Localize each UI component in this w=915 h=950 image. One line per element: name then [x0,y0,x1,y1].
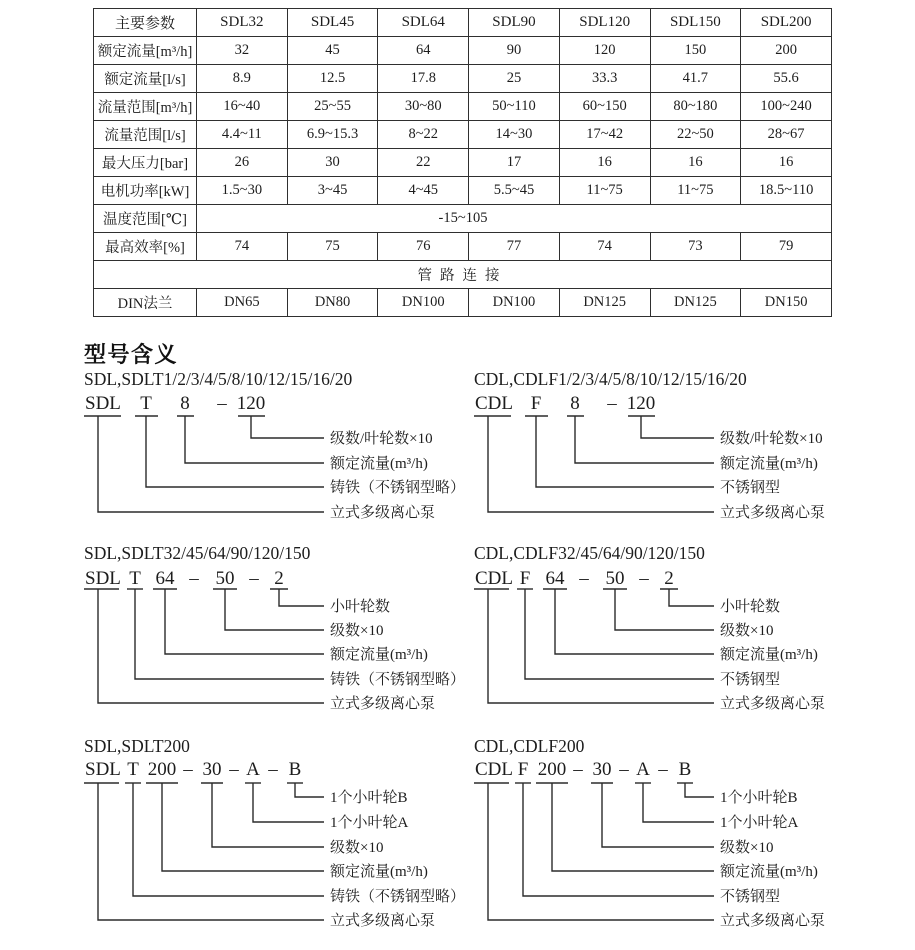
diagram-label: 不锈钢型 [720,889,781,905]
diagram-label: 额定流量(m³/h) [720,456,818,472]
code-token: SDL [85,760,121,780]
code-dash: – [268,760,278,780]
row-label: 最大压力[bar] [94,149,197,177]
diagram-label: 小叶轮数 [330,599,391,615]
code-token: CDL [475,393,513,414]
code-token: 50 [215,568,235,589]
row-label: DIN法兰 [94,289,197,317]
spec-cell: 30 [287,149,378,177]
code-dash: – [658,760,668,780]
model-diagram-cdl-mid [474,543,869,717]
row-label: 流量范围[l/s] [94,121,197,149]
connector-lines [488,783,714,920]
code-dash: – [573,760,583,780]
model-header-cell: SDL90 [469,9,560,37]
diagram-label: 额定流量(m³/h) [330,456,428,472]
spec-cell: DN150 [741,289,832,317]
code-token: 50 [605,568,625,589]
diagram-label: 额定流量(m³/h) [330,647,428,663]
spec-cell: 12.5 [287,65,378,93]
spec-cell: 50~110 [469,93,560,121]
spec-cell: 22 [378,149,469,177]
code-dash: – [189,568,199,589]
spec-cell: 45 [287,37,378,65]
diagram-label: 铸铁（不锈钢型略） [330,480,466,496]
table-row [94,261,832,289]
table-row [94,149,832,177]
connector-lines [488,589,714,703]
code-tokens [475,393,655,414]
model-code-diagram [474,567,864,717]
spec-cell: 5.5~45 [469,177,560,205]
model-diagram-sdl-mid [84,543,479,717]
code-dash: – [619,760,629,780]
code-token: 8 [180,393,190,414]
spec-cell: 22~50 [650,121,741,149]
code-token: A [246,760,260,780]
spec-cell: 16~40 [197,93,288,121]
spec-cell: DN125 [650,289,741,317]
spec-cell: 16 [741,149,832,177]
spec-cell: 41.7 [650,65,741,93]
model-header-cell: SDL150 [650,9,741,37]
spec-cell: 76 [378,233,469,261]
code-token: 120 [626,393,656,414]
code-dash: – [579,568,589,589]
table-row [94,37,832,65]
code-token: 8 [570,393,580,414]
model-diagram-sdl-small [84,369,479,525]
spec-cell: 55.6 [741,65,832,93]
spec-cell: DN100 [378,289,469,317]
spec-cell: 18.5~110 [741,177,832,205]
spec-cell: 8.9 [197,65,288,93]
spec-cell: 4.4~11 [197,121,288,149]
spec-cell: 16 [559,149,650,177]
code-tokens [85,760,301,780]
code-token: 30 [592,760,612,780]
diagram-subtitle: SDL,SDLT1/2/3/4/5/8/10/12/15/16/20 [84,369,353,389]
code-token: SDL [85,393,121,414]
row-label: 温度范围[℃] [94,205,197,233]
diagram-label: 立式多级离心泵 [330,913,436,929]
model-header-cell: SDL120 [559,9,650,37]
code-dash: – [249,568,259,589]
model-header-cell: SDL45 [287,9,378,37]
table-row [94,177,832,205]
diagram-label: 额定流量(m³/h) [720,647,818,663]
diagram-label: 小叶轮数 [720,599,781,615]
code-dash: – [639,568,649,589]
code-token: 64 [155,568,175,589]
spec-cell: 25 [469,65,560,93]
spec-cell: DN80 [287,289,378,317]
diagram-labels [720,789,825,929]
row-label: 流量范围[m³/h] [94,93,197,121]
code-token: 120 [236,393,266,414]
spec-cell: 17~42 [559,121,650,149]
diagram-label: 1个小叶轮B [720,790,798,806]
table-row [94,205,832,233]
diagram-label: 额定流量(m³/h) [720,864,818,880]
spec-cell: 6.9~15.3 [287,121,378,149]
spec-cell: 79 [741,233,832,261]
spec-cell: 64 [378,37,469,65]
diagram-label: 级数×10 [720,623,774,639]
table-row [94,93,832,121]
code-token: F [519,568,531,589]
model-code-diagram [84,567,474,717]
spec-cell: 90 [469,37,560,65]
table-row [94,65,832,93]
spec-cell: 80~180 [650,93,741,121]
diagram-label: 铸铁（不锈钢型略） [330,889,466,905]
connector-lines [98,589,324,703]
model-diagram-cdl-small [474,369,869,525]
diagram-subtitle: SDL,SDLT32/45/64/90/120/150 [84,543,311,563]
spec-cell: 60~150 [559,93,650,121]
spec-cell: 14~30 [469,121,560,149]
diagram-subtitle: CDL,CDLF1/2/3/4/5/8/10/12/15/16/20 [474,369,747,389]
spec-cell: 100~240 [741,93,832,121]
diagram-labels [330,789,465,929]
row-label: 额定流量[m³/h] [94,37,197,65]
code-token: CDL [475,568,513,589]
spec-cell: 28~67 [741,121,832,149]
diagram-label: 级数×10 [330,840,384,856]
spec-cell: 120 [559,37,650,65]
code-token: 30 [202,760,222,780]
spec-cell: 8~22 [378,121,469,149]
diagram-label: 不锈钢型 [720,480,781,496]
diagram-label: 铸铁（不锈钢型略） [330,672,466,688]
table-row [94,289,832,317]
code-token: B [678,760,692,780]
spec-cell: 74 [197,233,288,261]
code-token: B [288,760,302,780]
spec-cell: DN125 [559,289,650,317]
param-header-cell: 主要参数 [94,9,197,37]
code-token: F [530,393,542,414]
spec-cell: 11~75 [650,177,741,205]
table-header-row [94,9,832,37]
model-header-cell: SDL64 [378,9,469,37]
spec-cell: 17 [469,149,560,177]
row-label: 最高效率[%] [94,233,197,261]
code-dash: – [217,393,227,414]
spec-cell: 4~45 [378,177,469,205]
spec-cell: 30~80 [378,93,469,121]
code-token: T [127,760,139,780]
code-token: 2 [274,568,284,589]
spec-cell: 11~75 [559,177,650,205]
connector-lines [98,783,324,920]
model-header-cell: SDL32 [197,9,288,37]
spec-cell: 32 [197,37,288,65]
code-token: T [129,568,141,589]
diagram-label: 1个小叶轮A [720,815,799,831]
spec-cell: DN100 [469,289,560,317]
diagram-subtitle: SDL,SDLT200 [84,736,190,756]
row-label: 电机功率[kW] [94,177,197,205]
model-code-diagram [474,393,864,525]
spec-cell: 73 [650,233,741,261]
code-token: 2 [664,568,674,589]
spec-cell: DN65 [197,289,288,317]
spec-cell: 74 [559,233,650,261]
code-dash: – [229,760,239,780]
section-heading: 型号含义 [84,342,179,367]
diagram-labels [720,598,825,712]
diagram-label: 级数×10 [720,840,774,856]
diagram-label: 级数×10 [330,623,384,639]
connector-lines [98,416,324,512]
spec-table [93,8,832,317]
spec-cell: 33.3 [559,65,650,93]
diagram-label: 额定流量(m³/h) [330,864,428,880]
spec-cell: 25~55 [287,93,378,121]
diagram-labels [720,430,825,521]
spec-cell: 150 [650,37,741,65]
diagram-subtitle: CDL,CDLF200 [474,736,585,756]
code-token: 200 [147,760,177,780]
diagram-labels [330,598,465,712]
spec-cell: 200 [741,37,832,65]
diagram-label: 立式多级离心泵 [330,505,436,521]
code-tokens [85,568,284,589]
diagram-label: 1个小叶轮B [330,790,408,806]
spec-cell: 77 [469,233,560,261]
table-row [94,121,832,149]
spec-cell: 75 [287,233,378,261]
diagram-label: 级数/叶轮数×10 [720,431,823,447]
model-header-cell: SDL200 [741,9,832,37]
pipe-connection-merged-cell: 管路连接 [94,261,832,289]
diagram-label: 级数/叶轮数×10 [330,431,433,447]
row-label: 额定流量[l/s] [94,65,197,93]
spec-cell: 16 [650,149,741,177]
model-diagram-cdl-200 [474,736,869,934]
connector-lines [488,416,714,512]
code-token: CDL [475,760,513,780]
spec-cell: 17.8 [378,65,469,93]
diagram-subtitle: CDL,CDLF32/45/64/90/120/150 [474,543,705,563]
table-row [94,233,832,261]
model-diagram-sdl-200 [84,736,479,934]
diagram-label: 1个小叶轮A [330,815,409,831]
code-token: SDL [85,568,121,589]
code-tokens [85,393,265,414]
model-code-diagram [84,393,474,525]
model-code-diagram [84,760,474,934]
code-tokens [475,568,674,589]
code-dash: – [607,393,617,414]
diagram-label: 不锈钢型 [720,672,781,688]
spec-cell: 26 [197,149,288,177]
spec-cell: 1.5~30 [197,177,288,205]
spec-cell: 3~45 [287,177,378,205]
model-code-diagram [474,760,864,934]
diagram-label: 立式多级离心泵 [720,696,826,712]
diagram-label: 立式多级离心泵 [330,696,436,712]
diagram-label: 立式多级离心泵 [720,505,826,521]
code-tokens [475,760,691,780]
code-token: 200 [537,760,567,780]
code-dash: – [183,760,193,780]
diagram-labels [330,430,465,521]
diagram-label: 立式多级离心泵 [720,913,826,929]
code-token: T [140,393,152,414]
code-token: A [636,760,650,780]
temp-range-merged-cell: -15~105 [197,205,832,233]
code-token: F [517,760,529,780]
code-token: 64 [545,568,565,589]
